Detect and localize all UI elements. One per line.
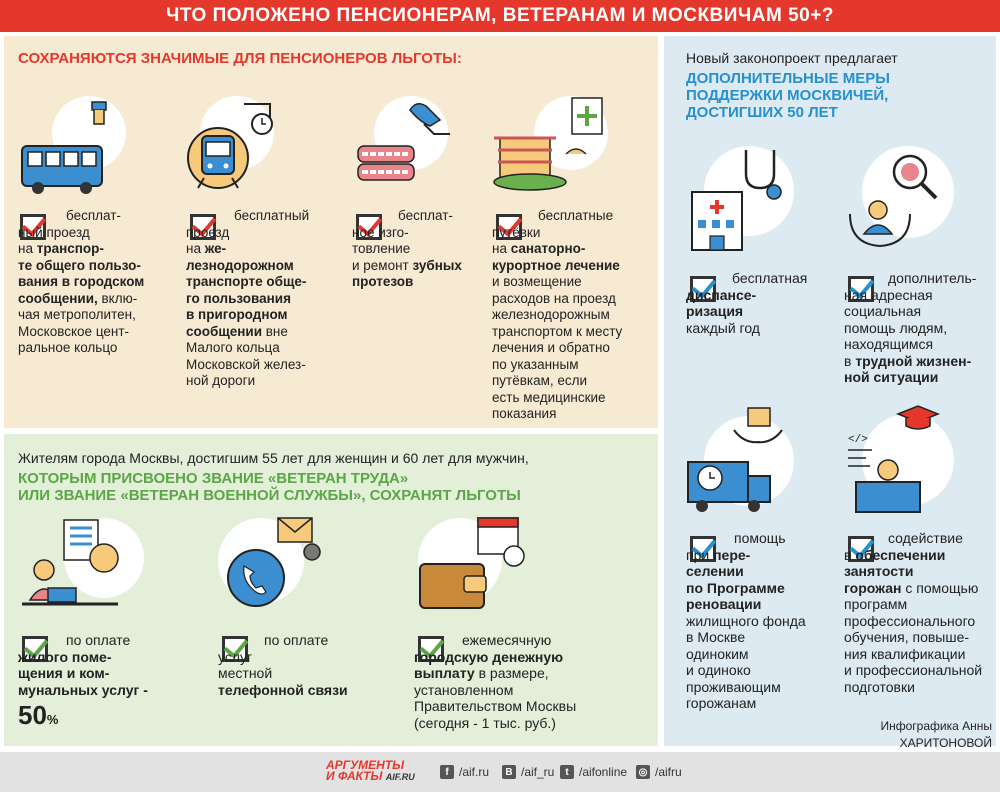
veteran-text-payment: ежемесячную городскую денежную выплату в размере, установленном Правительством Москвы (сегодня - 1 тыс. руб.) xyxy=(414,632,577,731)
veterans-heading-line2: ИЛИ ЗВАНИЕ «ВЕТЕРАН ВОЕННОЙ СЛУЖБЫ», СОХРАНЯТ ЛЬГОТЫ xyxy=(18,487,521,504)
phone-icon xyxy=(218,514,338,624)
vk-link[interactable]: B /aif_ru xyxy=(502,765,554,779)
moscow-heading-line3: ДОСТИГШИХ 50 ЛЕТ xyxy=(686,104,838,121)
twitter-link[interactable]: t /aifonline xyxy=(560,765,627,779)
veterans-intro: Жителям города Москвы, достигшим 55 лет для женщин и 60 лет для мужчин, xyxy=(18,450,529,466)
relocation-truck-icon xyxy=(684,402,794,516)
veterans-heading-line1: КОТОРЫМ ПРИСВОЕНО ЗВАНИЕ «ВЕТЕРАН ТРУДА» xyxy=(18,470,409,487)
moscow-intro: Новый законопроект предлагает xyxy=(686,50,898,66)
facebook-icon: f xyxy=(440,765,454,779)
page-title: ЧТО ПОЛОЖЕНО ПЕНСИОНЕРАМ, ВЕТЕРАНАМ И МОСКВИЧАМ 50+? xyxy=(0,0,1000,32)
bus-icon xyxy=(18,100,128,200)
discount-percent: 50% xyxy=(18,700,59,730)
sanatorium-icon xyxy=(490,94,610,204)
aif-logo[interactable]: АРГУМЕНТЫ И ФАКТЫ AIF.RU xyxy=(326,758,415,783)
hospital-icon xyxy=(684,144,794,254)
moscow-text-social-help: дополнитель- ная адресная социальная помощь людям, находящимся в трудной жизнен- ной ситуации xyxy=(844,270,977,385)
benefit-text-railway: бесплатный проезд на же- лезнодорожном транспорте обще- го пользования в пригородном сообщении вне Малого кольца Московской желез- ной дороги xyxy=(186,208,310,388)
benefit-text-dentures: бесплат- ное изго- товление и ремонт зубных протезов xyxy=(352,208,462,289)
moscow-text-relocation: помощь при пере- селении по Программе реновации жилищного фонда в Москве одиноким и одиноко проживающим горожанам xyxy=(686,530,806,711)
moscow-text-checkup: бесплатная диспансе- ризация каждый год xyxy=(686,270,808,336)
office-worker-icon xyxy=(18,514,148,624)
benefits-panel xyxy=(4,36,658,428)
instagram-link[interactable]: ◎ /aifru xyxy=(636,765,682,779)
moscow-text-employment: содействие в обеспечении занятости горожан с помощью программ профессионального обучения, повыше- ния квалификации и профессиональной подготовки xyxy=(844,530,983,695)
vk-icon: B xyxy=(502,765,516,779)
moscow-heading-line1: ДОПОЛНИТЕЛЬНЫЕ МЕРЫ xyxy=(686,70,890,87)
moscow-panel xyxy=(664,36,996,750)
veteran-text-phone: по оплате услуг местной телефонной связи xyxy=(218,632,348,698)
dentures-icon xyxy=(350,96,460,200)
social-help-icon xyxy=(844,144,964,254)
veterans-panel xyxy=(4,434,658,746)
twitter-icon: t xyxy=(560,765,574,779)
benefit-text-sanatorium: бесплатные путёвки на санаторно- курортное лечение и возмещение расходов на проезд железнодорожным транспортом к месту лечения и обратно по указанным путёвкам, если есть медицинские показания xyxy=(492,208,623,421)
veteran-text-housing: по оплате жилого поме- щения и ком- мунальных услуг - xyxy=(18,632,148,698)
credit-text: Инфографика Анны ХАРИТОНОВОЙ xyxy=(880,719,992,750)
train-icon xyxy=(184,96,284,200)
facebook-link[interactable]: f /aif.ru xyxy=(440,765,489,779)
instagram-icon: ◎ xyxy=(636,765,650,779)
education-icon xyxy=(842,402,962,516)
benefits-heading: СОХРАНЯЮТСЯ ЗНАЧИМЫЕ ДЛЯ ПЕНСИОНЕРОВ ЛЬГОТЫ: xyxy=(18,50,462,67)
wallet-icon xyxy=(410,514,540,624)
moscow-heading-line2: ПОДДЕРЖКИ МОСКВИЧЕЙ, xyxy=(686,87,889,104)
footer xyxy=(0,752,1000,792)
svg-text:</>: </> xyxy=(848,434,868,446)
benefit-text-transport: бесплат- ный проезд на транспор- те общего пользо- вания в городском сообщении, вклю- чая метрополитен, Московское цент- ральное кольцо xyxy=(18,208,145,355)
